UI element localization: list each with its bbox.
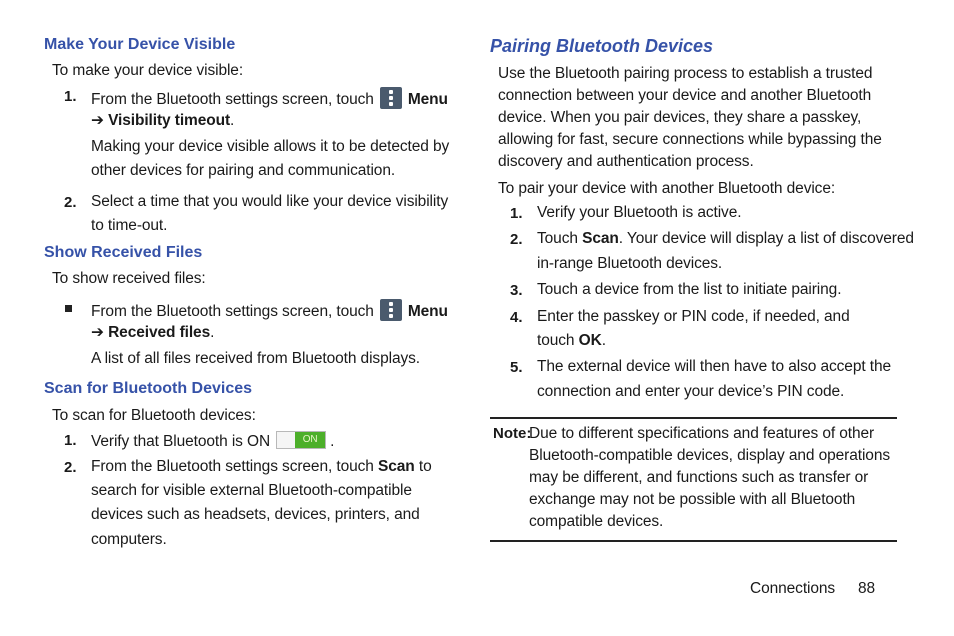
ok-label: OK xyxy=(578,332,602,349)
bullet-text xyxy=(91,299,448,321)
menu-icon xyxy=(380,299,402,321)
note-line: exchange may not be possible with all Bluetooth xyxy=(529,491,856,508)
heading-pairing: Pairing Bluetooth Devices xyxy=(490,36,714,56)
para-line: Use the Bluetooth pairing process to establish a trusted xyxy=(498,65,873,82)
step-number: 3. xyxy=(510,282,523,299)
note-label: Note: xyxy=(493,425,532,442)
menu-label: Menu xyxy=(407,303,448,320)
intro-scan-devices: To scan for Bluetooth devices: xyxy=(52,407,256,424)
note-line: Due to different specifications and features of other xyxy=(529,425,875,442)
step-number: 4. xyxy=(510,309,523,326)
heading-received-files: Show Received Files xyxy=(44,244,203,261)
step-number: 1. xyxy=(510,205,523,222)
step-text xyxy=(537,230,914,248)
step-text xyxy=(91,458,432,476)
step-text: computers. xyxy=(91,531,167,548)
step-text-part: touch xyxy=(537,332,575,349)
menu-path xyxy=(91,111,234,130)
step-text-part: From the Bluetooth settings screen, touch xyxy=(91,91,374,108)
step-text-part: to xyxy=(418,458,432,475)
step-text: Select a time that you would like your device visibility xyxy=(91,193,449,210)
punct: . xyxy=(330,433,335,450)
intro-received-files: To show received files: xyxy=(52,270,206,287)
step-text: Enter the passkey or PIN code, if needed, and xyxy=(537,308,850,325)
step-text-part: Verify that Bluetooth is ON xyxy=(91,433,271,450)
step-text-part: From the Bluetooth settings screen, touch xyxy=(91,458,374,475)
toggle-on-label: ON xyxy=(295,432,325,448)
note-top-rule xyxy=(490,417,897,419)
punct: . xyxy=(210,324,215,341)
step-text-part: Touch xyxy=(537,230,578,247)
step-number: 2. xyxy=(64,194,77,211)
para-line: discovery and authentication process. xyxy=(498,153,754,170)
step-text xyxy=(91,87,448,109)
step-text: Touch a device from the list to initiate pairing. xyxy=(537,281,842,298)
menu-path-bold: ➔ Visibility timeout xyxy=(91,112,231,129)
step-text: in-range Bluetooth devices. xyxy=(537,255,723,272)
heading-scan-devices: Scan for Bluetooth Devices xyxy=(44,380,253,397)
bullet-text-part: From the Bluetooth settings screen, touch xyxy=(91,303,374,320)
step-number: 2. xyxy=(510,231,523,248)
para-line: A list of all files received from Bluetooth displays. xyxy=(91,350,420,367)
menu-label: Menu xyxy=(407,91,448,108)
para-line: allowing for fast, secure connections while bypassing the xyxy=(498,131,882,148)
step-number: 1. xyxy=(64,88,77,105)
intro-make-visible: To make your device visible: xyxy=(52,62,244,79)
menu-icon xyxy=(380,87,402,109)
footer-section: Connections xyxy=(750,580,836,597)
step-number: 1. xyxy=(64,432,77,449)
para-line: other devices for pairing and communication. xyxy=(91,162,396,179)
note-line: may be different, and functions such as transfer or xyxy=(529,469,869,486)
step-number: 2. xyxy=(64,459,77,476)
step-text xyxy=(91,431,334,451)
step-text: connection and enter your device’s PIN code. xyxy=(537,383,845,400)
note-line: Bluetooth-compatible devices, display and operations xyxy=(529,447,890,464)
para-line: connection between your device and another Bluetooth xyxy=(498,87,872,104)
step-text-part: . Your device will display a list of discovered xyxy=(618,230,914,247)
step-text: devices such as headsets, devices, printers, and xyxy=(91,506,420,523)
step-text: search for visible external Bluetooth-compatible xyxy=(91,482,412,499)
scan-label: Scan xyxy=(582,230,619,247)
step-text xyxy=(537,332,606,350)
para-line: device. When you pair devices, they share a passkey, xyxy=(498,109,862,126)
scan-label: Scan xyxy=(378,458,415,475)
step-number: 5. xyxy=(510,359,523,376)
bluetooth-toggle-icon xyxy=(276,431,326,449)
step-text: The external device will then have to also accept the xyxy=(537,358,891,375)
step-text: Verify your Bluetooth is active. xyxy=(537,204,742,221)
note-line: compatible devices. xyxy=(529,513,664,530)
intro-pairing: To pair your device with another Bluetooth device: xyxy=(498,180,836,197)
step-text: to time-out. xyxy=(91,217,168,234)
bullet-square-icon xyxy=(65,305,72,312)
page-number: 88 xyxy=(858,580,876,597)
para-line: Making your device visible allows it to be detected by xyxy=(91,138,450,155)
menu-path xyxy=(91,323,214,342)
punct: . xyxy=(601,332,606,349)
note-bottom-rule xyxy=(490,540,897,542)
punct: . xyxy=(230,112,235,129)
heading-make-visible: Make Your Device Visible xyxy=(44,36,236,53)
menu-path-bold: ➔ Received files xyxy=(91,324,211,341)
